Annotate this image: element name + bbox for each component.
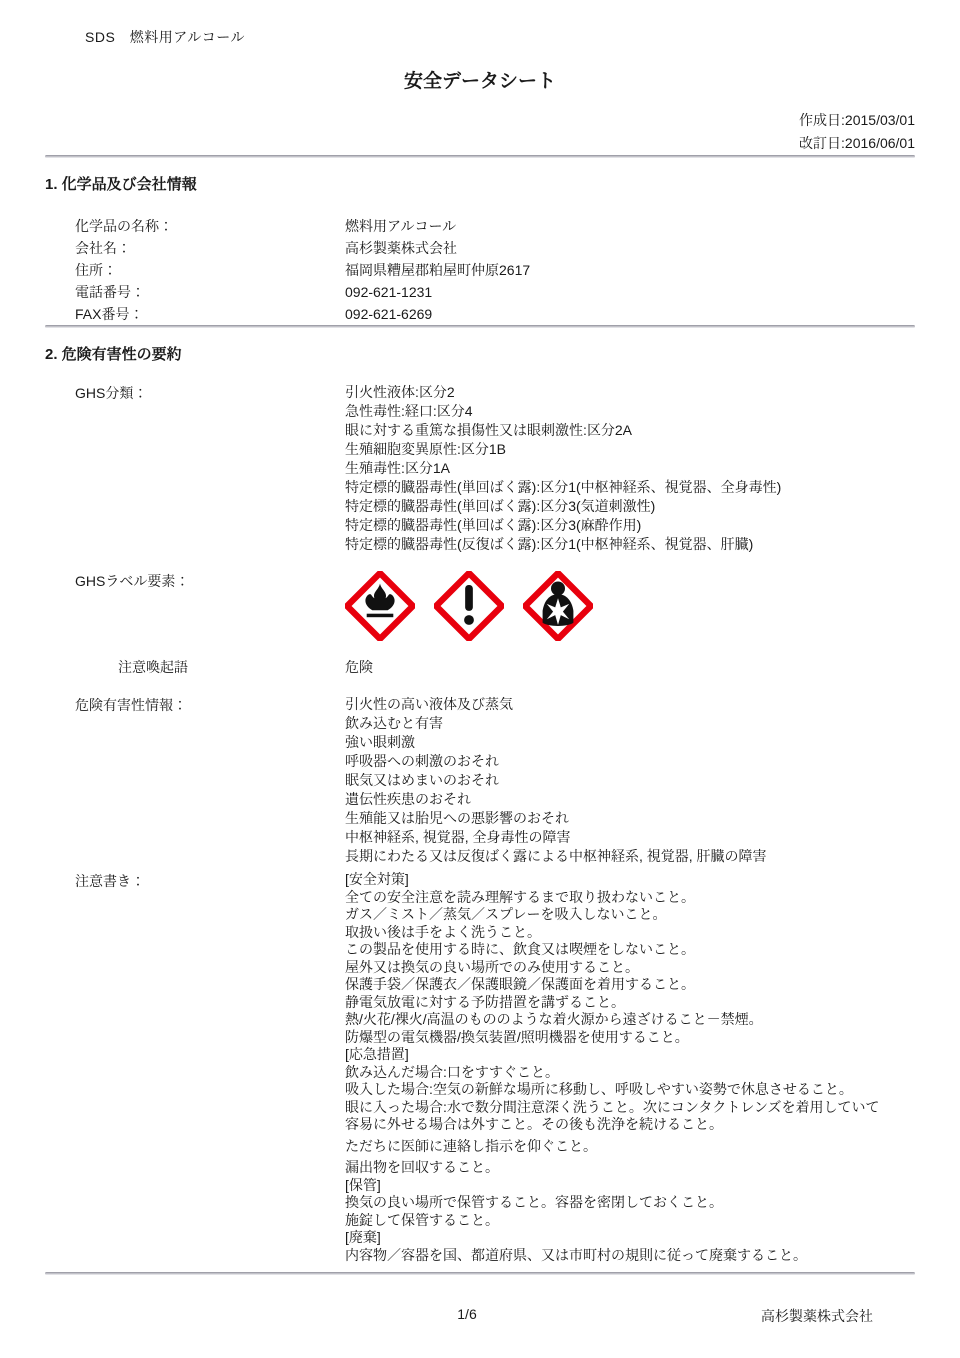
section2-heading: 2. 危険有害性の要約 — [45, 346, 182, 363]
ghs-classification-item: 生殖毒性:区分1A — [345, 460, 451, 476]
hazard-statement: 遺伝性疾患のおそれ — [345, 791, 471, 807]
hazard-statement: 長期にわたる又は反復ばく露による中枢神経系, 視覚器, 肝臓の障害 — [345, 848, 767, 864]
ghs-classification-label: GHS分類： — [75, 385, 148, 401]
hazard-statement: 生殖能又は胎児への悪影響のおそれ — [345, 810, 569, 826]
precaution-item: 眼に入った場合:水で数分間注意深く洗うこと。次にコンタクトレンズを着用していて — [345, 1098, 880, 1115]
precaution-item: [応急措置] — [345, 1046, 409, 1062]
precaution-item: 飲み込んだ場合:口をすすぐこと。 — [345, 1063, 560, 1080]
signal-word-value: 危険 — [345, 659, 373, 675]
field-label: 会社名： — [75, 240, 131, 256]
info-row-address — [45, 259, 915, 281]
info-row-chemical-name — [45, 215, 915, 237]
ghs-pictograms — [345, 571, 915, 641]
ghs-classification-item: 生殖細胞変異原性:区分1B — [345, 441, 507, 457]
field-label: 住所： — [75, 262, 117, 278]
precaution-item: この製品を使用する時に、飲食又は喫煙をしないこと。 — [345, 941, 695, 957]
precaution-item: 取扱い後は手をよく洗うこと。 — [345, 923, 541, 940]
ghs-classification-item: 特定標的臓器毒性(反復ばく露):区分1(中枢神経系、視覚器、肝臓) — [345, 536, 754, 552]
field-value: 燃料用アルコール — [345, 218, 457, 234]
company-info-block — [45, 215, 915, 325]
precaution-item: [安全対策] — [345, 871, 409, 887]
hazard-statement: 引火性の高い液体及び蒸気 — [345, 696, 513, 712]
field-label: FAX番号： — [75, 306, 144, 322]
hazard-statement: 呼吸器への刺激のおそれ — [345, 753, 499, 769]
precaution-item: 漏出物を回収すること。 — [345, 1159, 499, 1175]
precaution-item: ただちに医師に連絡し指示を仰ぐこと。 — [345, 1137, 597, 1154]
hazard-statement: 眠気又はめまいのおそれ — [345, 772, 499, 788]
precaution-item: 熱/火花/裸火/高温のもののような着火源から遠ざけること－禁煙。 — [345, 1011, 763, 1027]
signal-word-row — [45, 656, 915, 678]
hazard-statement-list — [345, 695, 915, 866]
hazard-info-row — [45, 695, 915, 866]
field-label: 電話番号： — [75, 284, 145, 300]
hazard-statement: 中枢神経系, 視覚器, 全身毒性の障害 — [345, 829, 571, 845]
field-value: 高杉製薬株式会社 — [345, 240, 457, 256]
ghs-classification-item: 特定標的臓器毒性(単回ばく露):区分3(気道刺激性) — [345, 498, 656, 514]
page-number: 1/6 — [457, 1306, 477, 1322]
divider — [45, 325, 915, 328]
info-row-phone — [45, 281, 915, 303]
precaution-item: 吸入した場合:空気の新鮮な場所に移動し、呼吸しやすい姿勢で休息させること。 — [345, 1081, 853, 1097]
precaution-item: 内容物／容器を国、都道府県、又は市町村の規則に従って廃棄すること。 — [345, 1246, 807, 1263]
precaution-row — [45, 871, 915, 1264]
document-id: SDS 燃料用アルコール — [85, 29, 245, 45]
ghs-classification-item: 急性毒性:経口:区分4 — [345, 403, 473, 419]
precaution-label: 注意書き： — [75, 873, 145, 889]
precaution-item: 保護手袋／保護衣／保護眼鏡／保護面を着用すること。 — [345, 976, 695, 992]
ghs-label-elements-row — [45, 571, 915, 641]
date-block — [45, 109, 915, 155]
ghs-classification-item: 眼に対する重篤な損傷性又は眼刺激性:区分2A — [345, 422, 633, 438]
precaution-item: 静電気放電に対する予防措置を講ずること。 — [345, 993, 625, 1010]
field-value: 福岡県糟屋郡粕屋町仲原2617 — [345, 262, 531, 278]
ghs-classification-list — [345, 383, 915, 554]
field-value: 092-621-6269 — [345, 306, 433, 322]
footer-company-name: 高杉製薬株式会社 — [761, 1308, 873, 1324]
flame-pictogram-icon — [345, 571, 415, 641]
exclamation-mark-pictogram-icon — [434, 571, 504, 641]
revised-date: 改訂日:2016/06/01 — [799, 135, 915, 151]
ghs-classification-item: 特定標的臓器毒性(単回ばく露):区分3(麻酔作用) — [345, 517, 642, 533]
page-footer — [45, 1272, 915, 1324]
signal-word-label: 注意喚起語 — [118, 659, 188, 675]
hazard-statement: 強い眼刺激 — [345, 734, 415, 750]
info-row-company — [45, 237, 915, 259]
precaution-item: 全ての安全注意を読み理解するまで取り扱わないこと。 — [345, 888, 695, 905]
precaution-item: [保管] — [345, 1176, 381, 1193]
precaution-item: 容易に外せる場合は外すこと。その後も洗浄を続けること。 — [345, 1116, 723, 1132]
info-row-fax — [45, 303, 915, 325]
divider — [45, 155, 915, 158]
section1-heading: 1. 化学品及び会社情報 — [45, 176, 197, 193]
ghs-classification-item: 引火性液体:区分2 — [345, 384, 455, 400]
precaution-item: 屋外又は換気の良い場所でのみ使用すること。 — [345, 958, 639, 975]
precaution-item: 施錠して保管すること。 — [345, 1211, 499, 1228]
precaution-item: ガス／ミスト／蒸気／スプレーを吸入しないこと。 — [345, 906, 667, 922]
precaution-item: 防爆型の電気機器/換気装置/照明機器を使用すること。 — [345, 1028, 689, 1045]
ghs-classification-row — [45, 383, 915, 554]
precaution-list — [345, 871, 915, 1264]
health-hazard-pictogram-icon — [523, 571, 593, 641]
created-date: 作成日:2015/03/01 — [799, 112, 915, 128]
field-value: 092-621-1231 — [345, 284, 433, 300]
field-label: 化学品の名称： — [75, 218, 173, 234]
precaution-item: 換気の良い場所で保管すること。容器を密閉しておくこと。 — [345, 1194, 723, 1210]
hazard-statement: 飲み込むと有害 — [345, 715, 443, 731]
ghs-label-elements-label: GHSラベル要素： — [75, 573, 190, 589]
precaution-item: [廃棄] — [345, 1229, 381, 1245]
divider — [45, 1272, 915, 1275]
page-title: 安全データシート — [403, 71, 556, 92]
hazard-info-label: 危険有害性情報： — [75, 697, 187, 713]
ghs-classification-item: 特定標的臓器毒性(単回ばく露):区分1(中枢神経系、視覚器、全身毒性) — [345, 479, 782, 495]
